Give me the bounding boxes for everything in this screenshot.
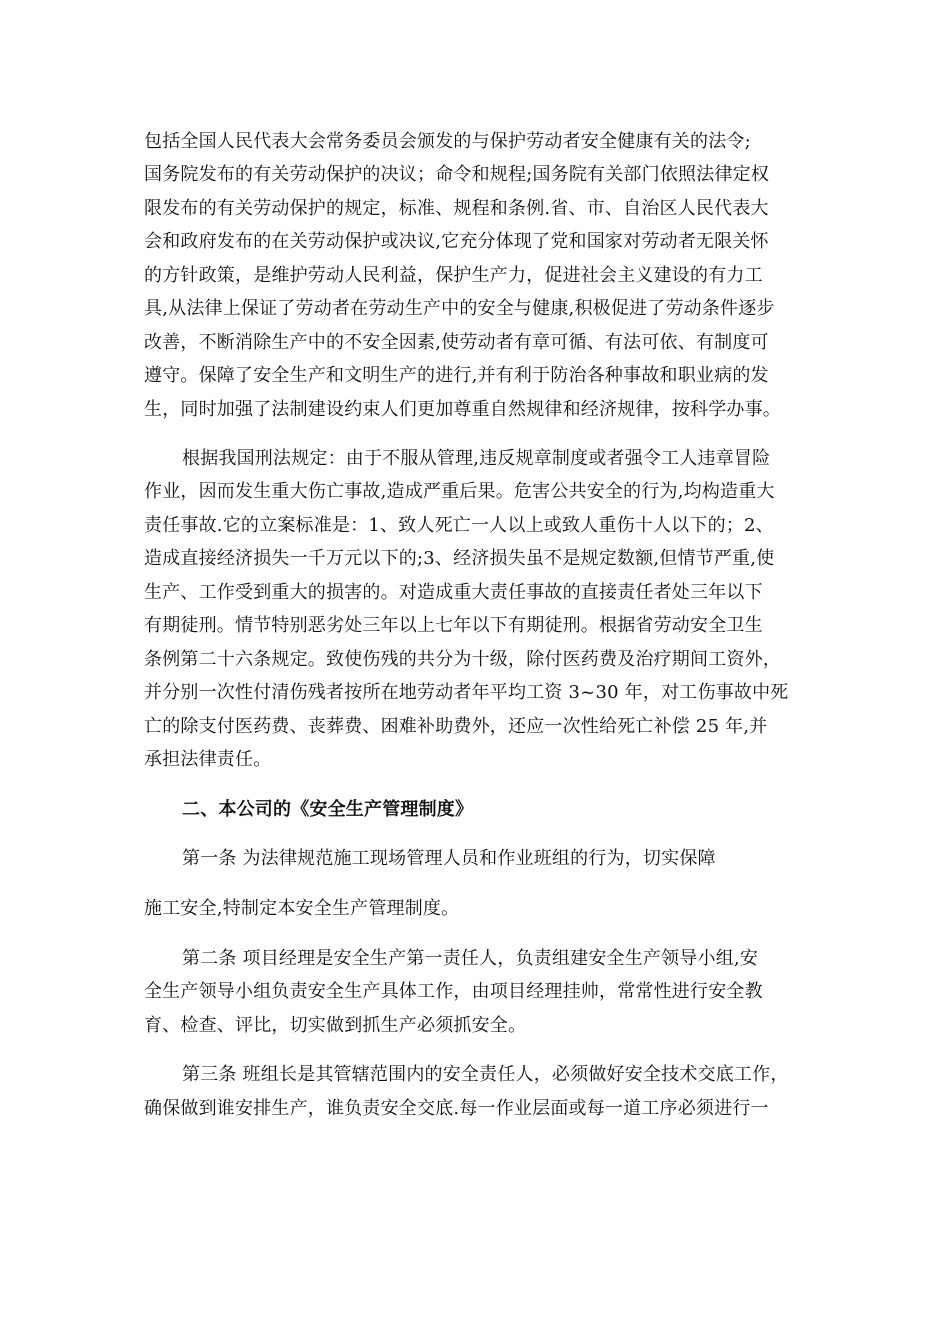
text-line: 施工安全,特制定本安全生产管理制度。 [144,898,460,919]
text-line: 遵守。保障了安全生产和文明生产的进行,并有利于防治各种事故和职业病的发 [144,365,769,386]
text-line: 条例第二十六条规定。致使伤残的共分为十级，除付医药费及治疗期间工资外， [144,649,781,670]
text-line: 生，同时加强了法制建设约束人们更加尊重自然规律和经济规律，按科学办事。 [144,399,781,420]
text-line: 育、检查、评比，切实做到抓生产必须抓安全。 [144,1015,527,1036]
text-line: 的方针政策，是维护劳动人民利益，保护生产力，促进社会主义建设的有力工 [144,265,763,286]
text-line: 会和政府发布的在关劳动保护或决议,它充分体现了党和国家对劳动者无限关怀 [144,231,769,252]
paragraph-first-line: 第一条 为法律规范施工现场管理人员和作业班组的行为，切实保障 [182,848,716,869]
text-line: 改善，不断消除生产中的不安全因素,使劳动者有章可循、有法可依、有制度可 [144,332,769,353]
text-line: 具,从法律上保证了劳动者在劳动生产中的安全与健康,积极促进了劳动条件逐步 [144,298,775,319]
text-line: 限发布的有关劳动保护的规定，标准、规程和条例.省、市、自治区人民代表大 [144,198,769,219]
text-line: 并分别一次性付清伤残者按所在地劳动者年平均工资 3~30 年，对工伤事故中死 [144,682,789,703]
text-line: 全生产领导小组负责安全生产具体工作，由项目经理挂帅，常常性进行安全教 [144,981,763,1002]
paragraph-first-line: 第三条 班组长是其管辖范围内的安全责任人，必须做好安全技术交底工作， [182,1064,789,1085]
text-line: 包括全国人民代表大会常务委员会颁发的与保护劳动者安全健康有关的法令; [144,131,751,152]
paragraph-first-line: 第二条 项目经理是安全生产第一责任人，负责组建安全生产领导小组,安 [182,948,759,969]
text-line: 生产、工作受到重大的损害的。对造成重大责任事故的直接责任者处三年以下 [144,582,763,603]
text-line: 确保做到谁安排生产，谁负责安全交底.每一作业层面或每一道工序必须进行一 [144,1098,769,1119]
text-line: 作业，因而发生重大伤亡事故,造成严重后果。危害公共安全的行为,均构造重大 [144,481,775,502]
text-line: 承担法律责任。 [144,749,272,770]
text-line: 责任事故.它的立案标准是：1、致人死亡一人以上或致人重伤十人以下的；2、 [144,515,774,536]
text-line: 国务院发布的有关劳动保护的决议；命令和规程;国务院有关部门依照法律定权 [144,164,770,185]
text-line: 亡的除支付医药费、丧葬费、困难补助费外，还应一次性给死亡补偿 25 年,并 [144,716,768,737]
section-heading: 二、本公司的《安全生产管理制度》 [182,799,474,820]
paragraph-first-line: 根据我国刑法规定：由于不服从管理,违反规章制度或者强令工人违章冒险 [182,448,771,469]
text-line: 有期徒刑。情节特别恶劣处三年以上七年以下有期徒刑。根据省劳动安全卫生 [144,615,763,636]
text-line: 造成直接经济损失一千万元以下的;3、经济损失虽不是规定数额,但情节严重,使 [144,548,775,569]
